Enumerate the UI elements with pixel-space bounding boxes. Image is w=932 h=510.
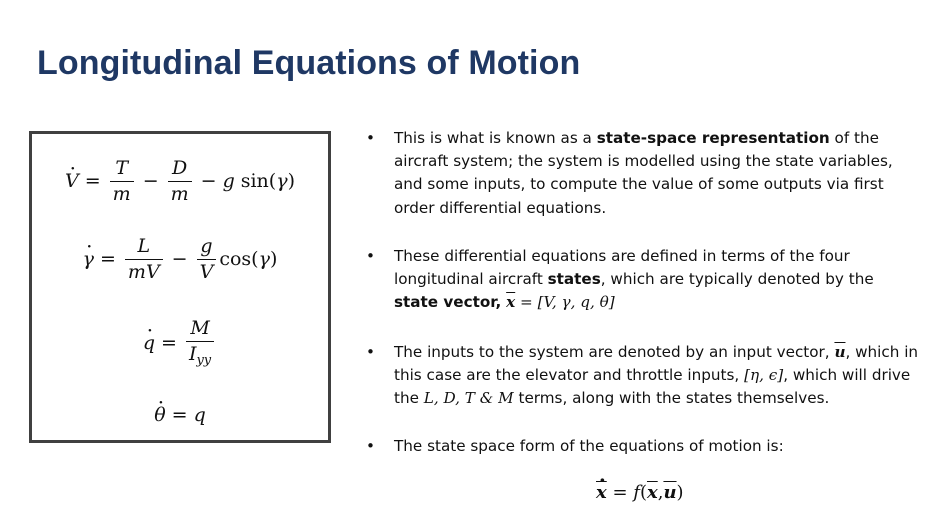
denominator: mV xyxy=(125,259,163,283)
state-space-equation xyxy=(596,482,684,503)
input-vector-symbol: $\overline{u}$ xyxy=(834,343,846,361)
gravity-symbol: g xyxy=(222,170,235,193)
open-paren: ( xyxy=(639,482,647,503)
state-vector-definition: = [V, γ, q, θ] xyxy=(515,293,615,312)
bold-term: state-space representation xyxy=(596,129,830,147)
gamma-symbol: γ xyxy=(276,170,288,193)
input-variables: [η, ϵ] xyxy=(744,366,784,385)
slide-title: Longitudinal Equations of Motion xyxy=(37,44,581,82)
equals-sign: = xyxy=(161,332,177,355)
minus-sign: − xyxy=(200,170,217,193)
bullet-mark: • xyxy=(366,247,375,265)
fraction-g-over-v xyxy=(197,236,217,283)
cosine-function: cos( xyxy=(219,248,259,271)
text-run: , which will drive the xyxy=(394,366,911,408)
gamma-dot-symbol: · γ xyxy=(83,248,94,270)
bullet-mark: • xyxy=(366,129,375,147)
text-run: The inputs to the system are denoted by an input vector, xyxy=(394,343,835,361)
bullet-states xyxy=(362,245,922,315)
text-run: terms, along with the states themselves. xyxy=(513,389,830,408)
denominator: V xyxy=(197,259,217,283)
bullet-inputs xyxy=(362,341,922,411)
equals-sign: = xyxy=(171,404,188,426)
equation-q-dot xyxy=(32,318,328,368)
bullet-text xyxy=(394,127,922,220)
sine-function: sin( xyxy=(240,170,277,193)
equation-gamma-dot xyxy=(32,236,328,283)
bullet-text xyxy=(394,245,922,315)
x-dot-symbol: · $\overline{x}$ xyxy=(596,482,607,503)
text-run: , which in this case are the elevator and throttle inputs, xyxy=(394,343,919,385)
x-vector-symbol: $\overline{x}$ xyxy=(646,482,658,503)
bullet-mark: • xyxy=(366,437,375,455)
bullet-mark: • xyxy=(366,343,375,361)
close-paren: ) xyxy=(269,248,278,271)
gamma-symbol: γ xyxy=(258,248,270,271)
inertia-subscript: yy xyxy=(196,352,212,368)
bold-term: states xyxy=(547,270,601,289)
text-run: of the aircraft system; the system is modelled using the state variables, and some inputs, to compute the value of some outputs via first order differential equations. xyxy=(394,129,893,217)
equals-sign: = xyxy=(100,248,116,271)
numerator: T xyxy=(115,157,129,179)
text-run: , which are typically denoted by the xyxy=(600,270,874,289)
numerator: L xyxy=(137,235,151,257)
denominator: m xyxy=(110,181,134,205)
fraction-m-over-iyy xyxy=(186,318,214,368)
close-paren: ) xyxy=(287,170,295,193)
bold-term: state vector, xyxy=(394,293,502,312)
u-vector-symbol: $\overline{u}$ xyxy=(663,482,677,503)
bullet-text: The state space form of the equations of motion is: xyxy=(394,437,784,455)
q-dot-symbol: · q xyxy=(143,332,155,354)
minus-sign: − xyxy=(171,248,188,271)
bullet-state-space-form xyxy=(362,435,922,458)
fraction-l-over-mv xyxy=(125,236,163,283)
state-vector-symbol: $\overline{x}$ xyxy=(506,293,516,312)
bullet-text xyxy=(394,341,922,411)
inertia-symbol: I xyxy=(188,342,197,365)
force-terms: L, D, T & M xyxy=(423,389,514,408)
fraction-t-over-m xyxy=(110,158,134,205)
v-dot-symbol: · V xyxy=(65,170,79,192)
equals-sign: = xyxy=(84,170,101,193)
theta-dot-symbol: · θ xyxy=(154,404,165,426)
denominator xyxy=(186,341,214,368)
numerator: g xyxy=(200,235,213,257)
denominator: m xyxy=(168,181,192,205)
q-symbol: q xyxy=(193,404,206,426)
minus-sign: − xyxy=(142,170,159,193)
function-symbol: f xyxy=(633,482,640,503)
numerator: D xyxy=(172,157,188,179)
bullet-state-space xyxy=(362,127,922,220)
fraction-d-over-m xyxy=(168,158,192,205)
text-run: This is what is known as a xyxy=(394,129,597,147)
close-paren: ) xyxy=(676,482,684,503)
equation-v-dot xyxy=(32,158,328,205)
numerator: M xyxy=(190,317,210,339)
comma: , xyxy=(657,482,664,503)
equals-sign: = xyxy=(606,482,634,503)
equations-box xyxy=(29,131,331,443)
text-run: These differential equations are defined in terms of the four longitudinal aircraft xyxy=(394,247,850,289)
equation-theta-dot xyxy=(32,404,328,426)
